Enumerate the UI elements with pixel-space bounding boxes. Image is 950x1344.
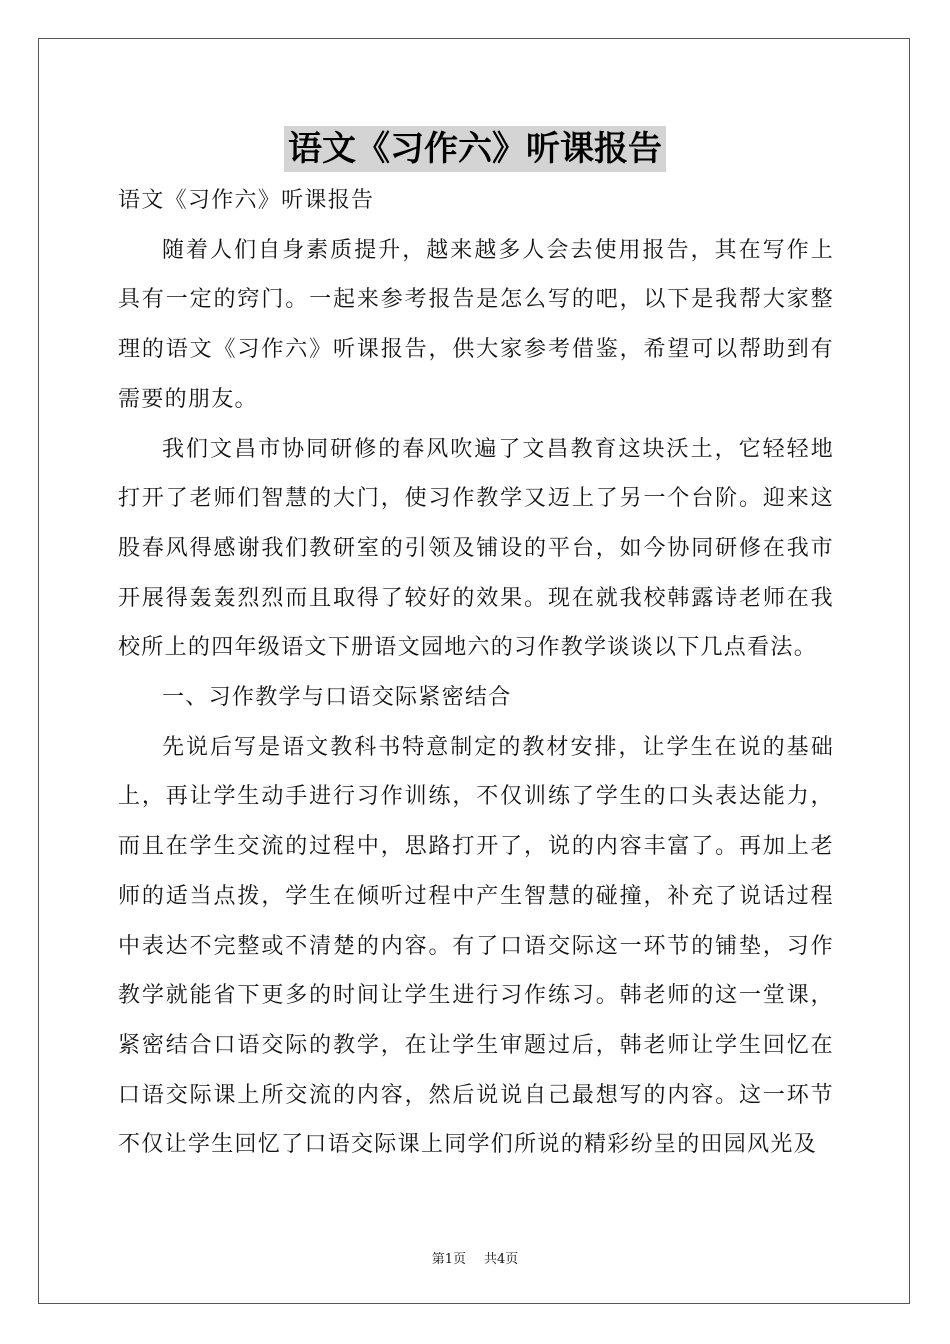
page-number: 第1页: [431, 1252, 466, 1267]
document-body: [118, 176, 834, 1170]
title-container: [0, 126, 950, 172]
page-total: 共4页: [484, 1252, 519, 1267]
document-title: 语文《习作六》听课报告: [284, 126, 666, 172]
paragraph-intro: 随着人们自身素质提升，越来越多人会去使用报告，其在写作上具有一定的窍门。一起来参考报告是怎么写的吧，以下是我帮大家整理的语文《习作六》听课报告，供大家参考借鉴，希望可以帮助到有需要的朋友。: [118, 237, 834, 412]
document-subtitle: 语文《习作六》听课报告: [118, 188, 375, 213]
paragraph-background: 我们文昌市协同研修的春风吹遍了文昌教育这块沃土，它轻轻地打开了老师们智慧的大门，使习作教学又迈上了另一个台阶。迎来这股春风得感谢我们教研室的引领及铺设的平台，如今协同研修在我市开展得轰轰烈烈而且取得了较好的效果。现在就我校韩露诗老师在我校所上的四年级语文下册语文园地六的习作教学谈谈以下几点看法。: [118, 436, 834, 661]
paragraph-section-1: 先说后写是语文教科书特意制定的教材安排，让学生在说的基础上，再让学生动手进行习作训练，不仅训练了学生的口头表达能力，而且在学生交流的过程中，思路打开了，说的内容丰富了。再加上老师的适当点拨，学生在倾听过程中产生智慧的碰撞，补充了说话过程中表达不完整或不清楚的内容。有了口语交际这一环节的铺垫，习作教学就能省下更多的时间让学生进行习作练习。韩老师的这一堂课，紧密结合口语交际的教学，在让学生审题过后，韩老师让学生回忆在口语交际课上所交流的内容，然后说说自己最想写的内容。这一环节不仅让学生回忆了口语交际课上同学们所说的精彩纷呈的田园风光及: [118, 734, 834, 1158]
page-footer: [0, 1248, 950, 1267]
section-heading-1: 一、习作教学与口语交际紧密结合: [162, 685, 512, 711]
